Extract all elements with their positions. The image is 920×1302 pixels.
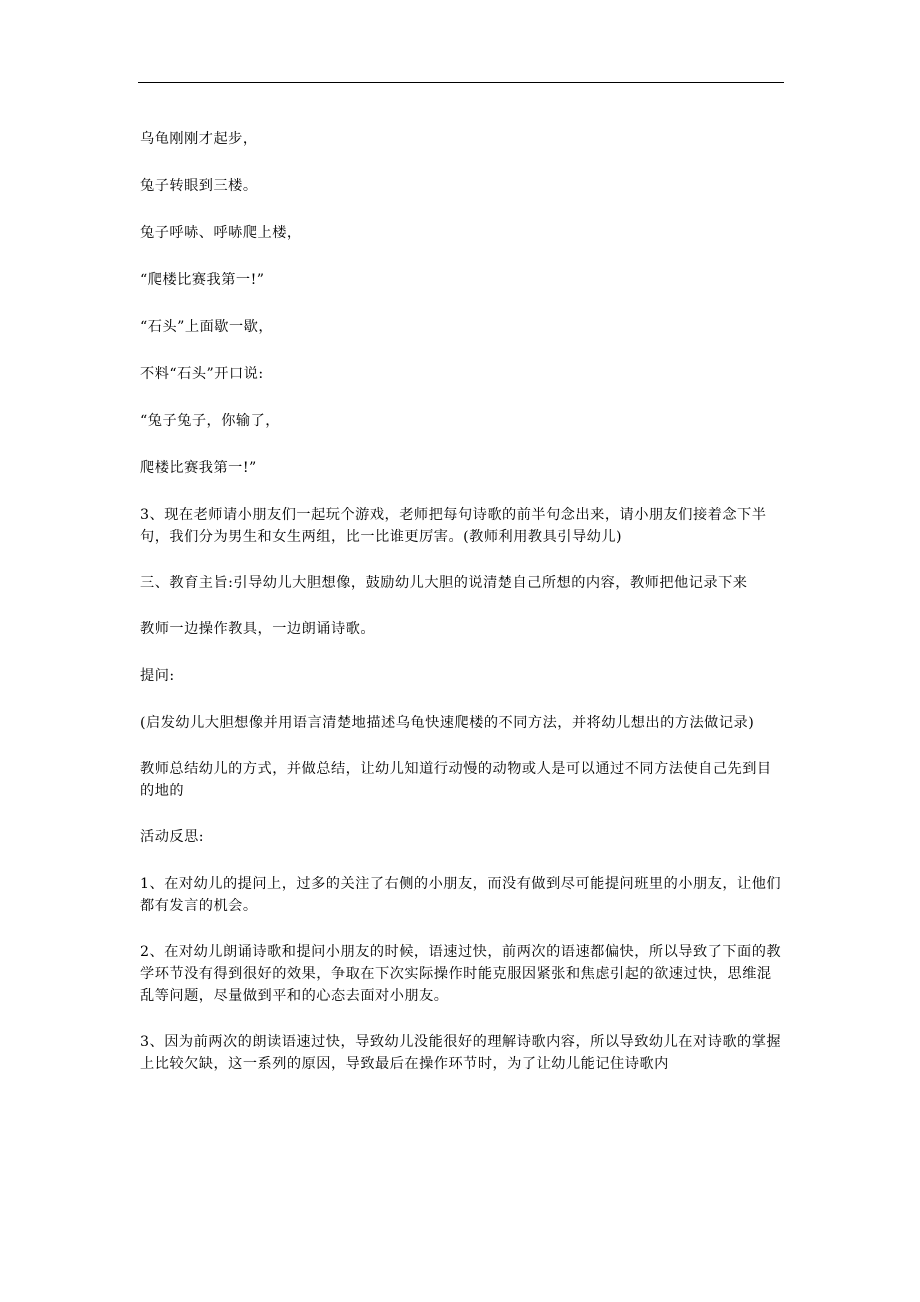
teacher-summary-paragraph: 教师总结幼儿的方式，并做总结，让幼儿知道行动慢的动物或人是可以通过不同方法使自己先到目的地的 [140,761,772,799]
question-guidance-paragraph: (启发幼儿大胆想像并用语言清楚地描述乌龟快速爬楼的不同方法，并将幼儿想出的方法做记录) [140,715,755,731]
header-rule [138,82,784,83]
poem-line-7: “兔子兔子，你输了， [140,413,280,429]
document-body [140,128,786,1099]
poem-line-2: 兔子转眼到三楼。 [140,178,258,194]
reflection-heading: 活动反思: [140,829,205,845]
game-instruction-paragraph: 3、现在老师请小朋友们一起玩个游戏，老师把每句诗歌的前半句念出来，请小朋友们接着念下半句，我们分为男生和女生两组，比一比谁更厉害。(教师利用教具引导幼儿) [140,507,767,545]
question-heading: 提问: [140,668,175,684]
poem-line-1: 乌龟刚刚才起步， [140,131,258,147]
reflection-item-1: 1、在对幼儿的提问上，过多的关注了右侧的小朋友，而没有做到尽可能提问班里的小朋友，让他们都有发言的机会。 [140,876,782,914]
poem-line-3: 兔子呼哧、呼哧爬上楼， [140,225,302,241]
poem-line-8: 爬楼比赛我第一!” [140,460,257,476]
education-aim-paragraph: 三、教育主旨:引导幼儿大胆想像，鼓励幼儿大胆的说清楚自己所想的内容，教师把他记录下来 [140,575,748,591]
teacher-action-paragraph: 教师一边操作教具，一边朗诵诗歌。 [140,621,376,637]
reflection-item-2: 2、在对幼儿朗诵诗歌和提问小朋友的时候，语速过快，前两次的语速都偏快，所以导致了下面的教学环节没有得到很好的效果，争取在下次实际操作时能克服因紧张和焦虑引起的欲速过快，思维混乱等问题，尽量做到平和的心态去面对小朋友。 [140,944,782,1004]
poem-line-4: “爬楼比赛我第一!” [140,272,265,288]
poem-line-5: “石头”上面歇一歇， [140,319,274,335]
poem-line-6: 不料“石头”开口说: [140,366,264,382]
reflection-item-3: 3、因为前两次的朗读语速过快，导致幼儿没能很好的理解诗歌内容，所以导致幼儿在对诗歌的掌握上比较欠缺，这一系列的原因，导致最后在操作环节时，为了让幼儿能记住诗歌内 [140,1034,782,1072]
